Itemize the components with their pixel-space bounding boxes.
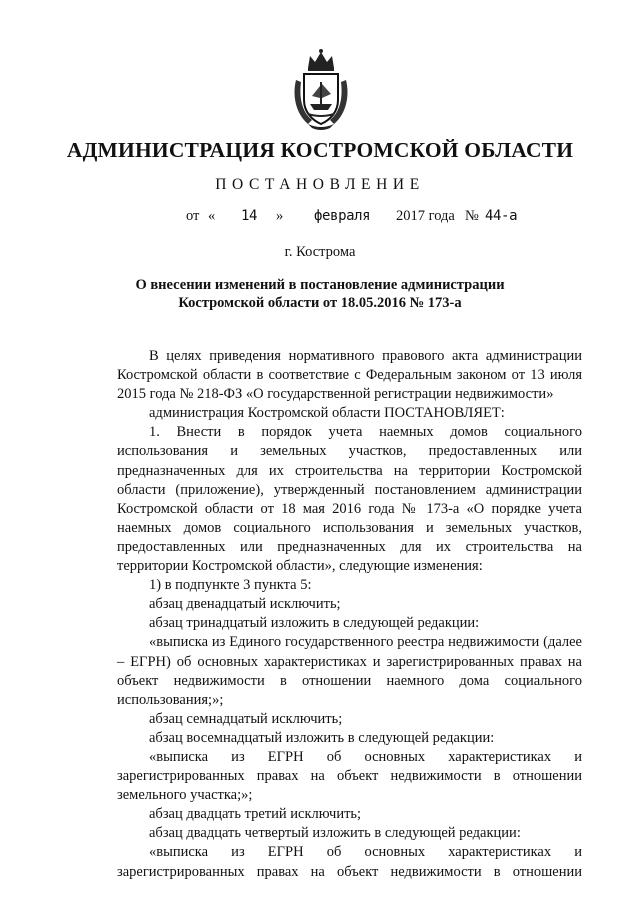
preamble-paragraph: В целях приведения нормативного правового акта администрации Костромской области в соответствие с Федеральным законом от 13 июля 2015 года № 218-ФЗ «О государственной регистрации недвижимости» (117, 348, 582, 403)
amendment-paragraph: абзац восемнадцатый изложить в следующей редакции: (149, 729, 495, 746)
subject-line-2: Костромской области от 18.05.2016 № 173-а (178, 295, 462, 311)
document-number: 44-а (485, 208, 518, 224)
coat-of-arms-icon (290, 48, 352, 130)
year-value: 2017 года (396, 208, 455, 224)
resolution-paragraph: администрация Костромской области ПОСТАНОВЛЯЕТ: (149, 405, 505, 422)
amendment-text-paragraph: «выписка из Единого государственного реестра недвижимости (далее – ЕГРН) об основных характеристиках и зарегистрированных правах на объект недвижимости в отношении наемного дома социального использования;»; (117, 634, 582, 708)
agency-name: АДМИНИСТРАЦИЯ КОСТРОМСКОЙ ОБЛАСТИ (66, 138, 574, 162)
document-subject (0, 276, 640, 312)
amendment-text-paragraph: «выписка из ЕГРН об основных характеристиках и зарегистрированных правах на объект недвижимости в отношении земельного участка;»; (117, 748, 582, 804)
subject-line-1: О внесении изменений в постановление администрации (135, 277, 505, 293)
subclause-paragraph: 1) в подпункте 3 пункта 5: (149, 577, 312, 594)
amendment-paragraph: абзац тринадцатый изложить в следующей редакции: (149, 615, 480, 632)
quote-close: » (276, 208, 284, 224)
date-line (0, 208, 640, 228)
quote-open: « (208, 208, 216, 224)
date-prefix: от (186, 208, 200, 224)
amendment-text-paragraph: «выписка из ЕГРН об основных характеристиках и зарегистрированных правах на объект недвижимости в отношении (117, 844, 582, 880)
day-value: 14 (241, 208, 258, 224)
document-type: ПОСТАНОВЛЕНИЕ (215, 176, 425, 193)
amendment-paragraph: абзац двадцать третий исключить; (149, 806, 362, 823)
amendment-paragraph: абзац двенадцатый исключить; (149, 596, 341, 613)
document-body (117, 347, 582, 882)
clause-1-paragraph: 1. Внести в порядок учета наемных домов социального использования и земельных участков, предоставленных или предназначенных для их строительства на территории Костромской области (приложение), утвержденный постановлением администрации Костромской области от 18 мая 2016 года № 173-а «О порядке учета наемных домов социального использования и земельных участков, предоставленных или предназначенных для их строительства на территории Костромской области», следующие изменения: (117, 424, 582, 575)
amendment-paragraph: абзац двадцать четвертый изложить в следующей редакции: (149, 825, 521, 842)
city: г. Кострома (284, 244, 356, 260)
amendment-paragraph: абзац семнадцатый исключить; (149, 710, 343, 727)
number-sign: № (465, 208, 479, 224)
month-value: февраля (314, 208, 371, 224)
